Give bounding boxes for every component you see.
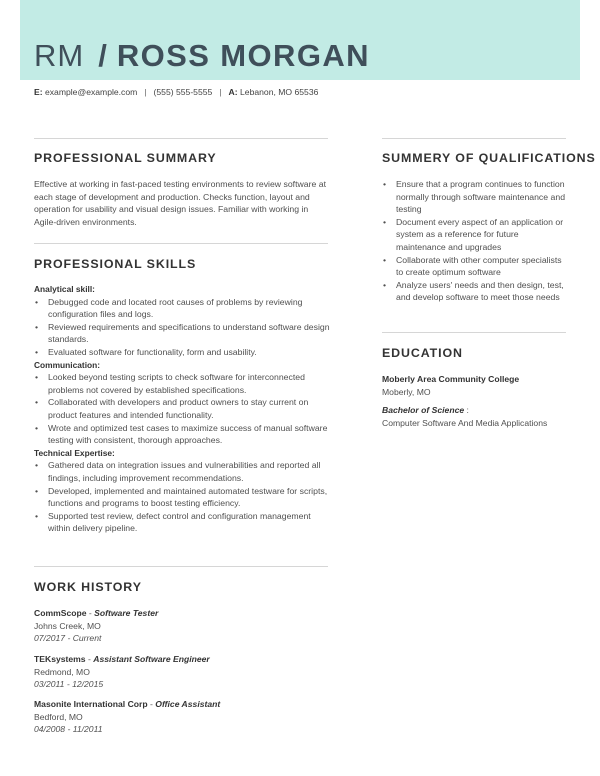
list-item: • Reviewed requirements and specifications to understand software design standards. [34, 321, 330, 346]
section-heading-work: WORK HISTORY [34, 580, 142, 594]
divider [34, 138, 328, 139]
job-title: Office Assistant [155, 699, 221, 709]
summary-text: Effective at working in fast-paced testing environments to review software at each stage of development and production. Checks function, layout and operation for usability and visual design issues. Familiar with working in Agile-driven environments. [34, 179, 326, 227]
section-heading-education: EDUCATION [382, 346, 463, 360]
email-label: E: [34, 87, 43, 97]
job-dash: - [86, 608, 95, 618]
name-initials: RM [34, 38, 85, 73]
list-item: • Developed, implemented and maintained automated testware for scripts, functions and programs to boost testing efficiency. [34, 485, 330, 510]
job-dash: - [147, 699, 156, 709]
full-name: ROSS MORGAN [116, 38, 370, 73]
address-value: Lebanon, MO 65536 [240, 87, 319, 97]
address-label: A: [228, 87, 238, 97]
name-separator: / [98, 38, 107, 73]
degree-suffix: : [464, 405, 469, 415]
qualifications-list [382, 178, 568, 304]
list-item: • Ensure that a program continues to function normally through software maintenance and testing [382, 178, 568, 216]
divider [382, 332, 566, 333]
job-title: Software Tester [94, 608, 159, 618]
job-dates: 07/2017 - Current [34, 633, 102, 643]
name-banner [20, 0, 580, 80]
email-value: example@example.com [44, 87, 138, 97]
skill-group-title: Technical Expertise: [34, 447, 115, 458]
job-entry [34, 607, 158, 645]
school-location: Moberly, MO [382, 386, 431, 397]
list-item: • Document every aspect of an application or system as a reference for future maintenance and upgrades [382, 216, 568, 254]
contact-line [34, 87, 318, 97]
list-item: • Gathered data on integration issues and vulnerabilities and reported all findings, including improvement recommendations. [34, 459, 330, 484]
section-heading-qualifications: SUMMERY OF QUALIFICATIONS [382, 151, 596, 165]
job-entry [34, 653, 210, 691]
divider [34, 243, 328, 244]
skill-group-title: Communication: [34, 359, 101, 370]
skill-group-title: Analytical skill: [34, 284, 95, 294]
job-title: Assistant Software Engineer [93, 654, 210, 664]
job-dash: - [85, 654, 94, 664]
divider [34, 566, 328, 567]
job-location: Redmond, MO [34, 666, 90, 677]
job-location: Johns Creek, MO [34, 620, 101, 631]
contact-divider: | [219, 87, 222, 97]
school-name: Moberly Area Community College [382, 374, 520, 384]
education-entry [382, 373, 562, 429]
job-dates: 04/2008 - 11/2011 [34, 724, 103, 734]
section-heading-summary: PROFESSIONAL SUMMARY [34, 151, 217, 165]
degree-field: Computer Software And Media Applications [382, 417, 548, 428]
job-company: TEKsystems [34, 654, 86, 664]
divider [382, 138, 566, 139]
list-item: • Collaborated with developers and product owners to stay current on product features and intended functionality. [34, 396, 330, 421]
list-item: • Supported test review, defect control and configuration management within delivery pipeline. [34, 510, 330, 535]
list-item: • Collaborate with other computer specialists to create optimum software [382, 254, 568, 279]
job-entry [34, 698, 220, 736]
skills-list [34, 283, 330, 535]
contact-divider: | [144, 87, 147, 97]
list-item: • Wrote and optimized test cases to maximize success of manual software testing with consistent, thorough approaches. [34, 422, 330, 447]
list-item: • Analyze users' needs and then design, test, and develop software to meet those needs [382, 279, 568, 304]
candidate-name [34, 38, 370, 74]
list-item: • Evaluated software for functionality, form and usability. [34, 346, 330, 359]
job-dates: 03/2011 - 12/2015 [34, 679, 104, 689]
job-company: CommScope [34, 608, 87, 618]
list-item: • Debugged code and located root causes of problems by reviewing configuration files and logs. [34, 296, 330, 321]
phone-value: (555) 555-5555 [153, 87, 213, 97]
list-item: • Looked beyond testing scripts to check software for interconnected problems not covered by established specifications. [34, 371, 330, 396]
job-company: Masonite International Corp [34, 699, 148, 709]
degree-name: Bachelor of Science [382, 405, 465, 415]
section-heading-skills: PROFESSIONAL SKILLS [34, 257, 197, 271]
job-location: Bedford, MO [34, 711, 83, 722]
